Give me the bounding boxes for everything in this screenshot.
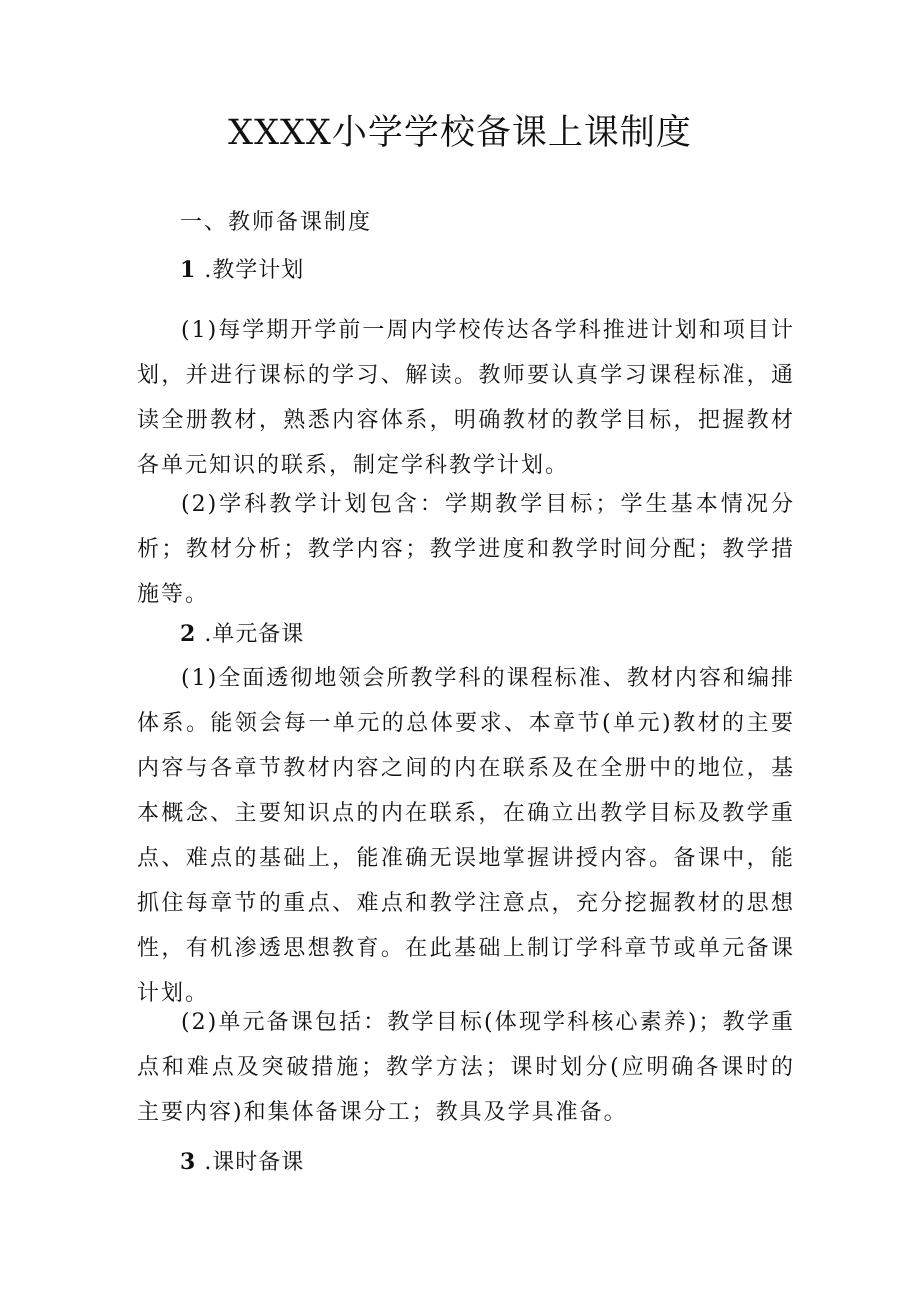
item-heading-teaching-plan — [180, 252, 304, 289]
item-heading-lesson-preparation — [180, 1144, 304, 1181]
item-number: 2 — [180, 621, 197, 647]
paragraph: (2)学科教学计划包含：学期教学目标；学生基本情况分析；教材分析；教学内容；教学进度和教学时间分配；教学措施等。 — [137, 492, 795, 607]
item-label: .单元备课 — [204, 622, 305, 647]
item-heading-unit-preparation — [180, 616, 304, 653]
paragraph: (1)全面透彻地领会所教学科的课程标准、教材内容和编排体系。能领会每一单元的总体要求、本章节(单元)教材的主要内容与各章节教材内容之间的内在联系及在全册中的地位，基本概念、主要知识点的内在联系，在确立出教学目标及教学重点、难点的基础上，能准确无误地掌握讲授内容。备课中，能抓住每章节的重点、难点和教学注意点，充分挖掘教材的思想性，有机渗透思想教育。在此基础上制订学科章节或单元备课计划。 — [137, 666, 795, 1006]
document-title: XXXX小学学校备课上课制度 — [228, 113, 692, 153]
paragraph: (1)每学期开学前一周内学校传达各学科推进计划和项目计划，并进行课标的学习、解读。教师要认真学习课程标准，通读全册教材，熟悉内容体系，明确教材的教学目标，把握教材各单元知识的联系，制定学科教学计划。 — [137, 318, 795, 478]
item-number: 1 — [180, 257, 197, 283]
item-label: .课时备课 — [204, 1150, 305, 1175]
item-label: .教学计划 — [204, 258, 305, 283]
item-number: 3 — [180, 1149, 197, 1175]
paragraph: (2)单元备课包括：教学目标(体现学科核心素养)；教学重点和难点及突破措施；教学方法；课时划分(应明确各课时的主要内容)和集体备课分工；教具及学具准备。 — [137, 1010, 795, 1125]
section-heading: 一、教师备课制度 — [180, 210, 373, 235]
